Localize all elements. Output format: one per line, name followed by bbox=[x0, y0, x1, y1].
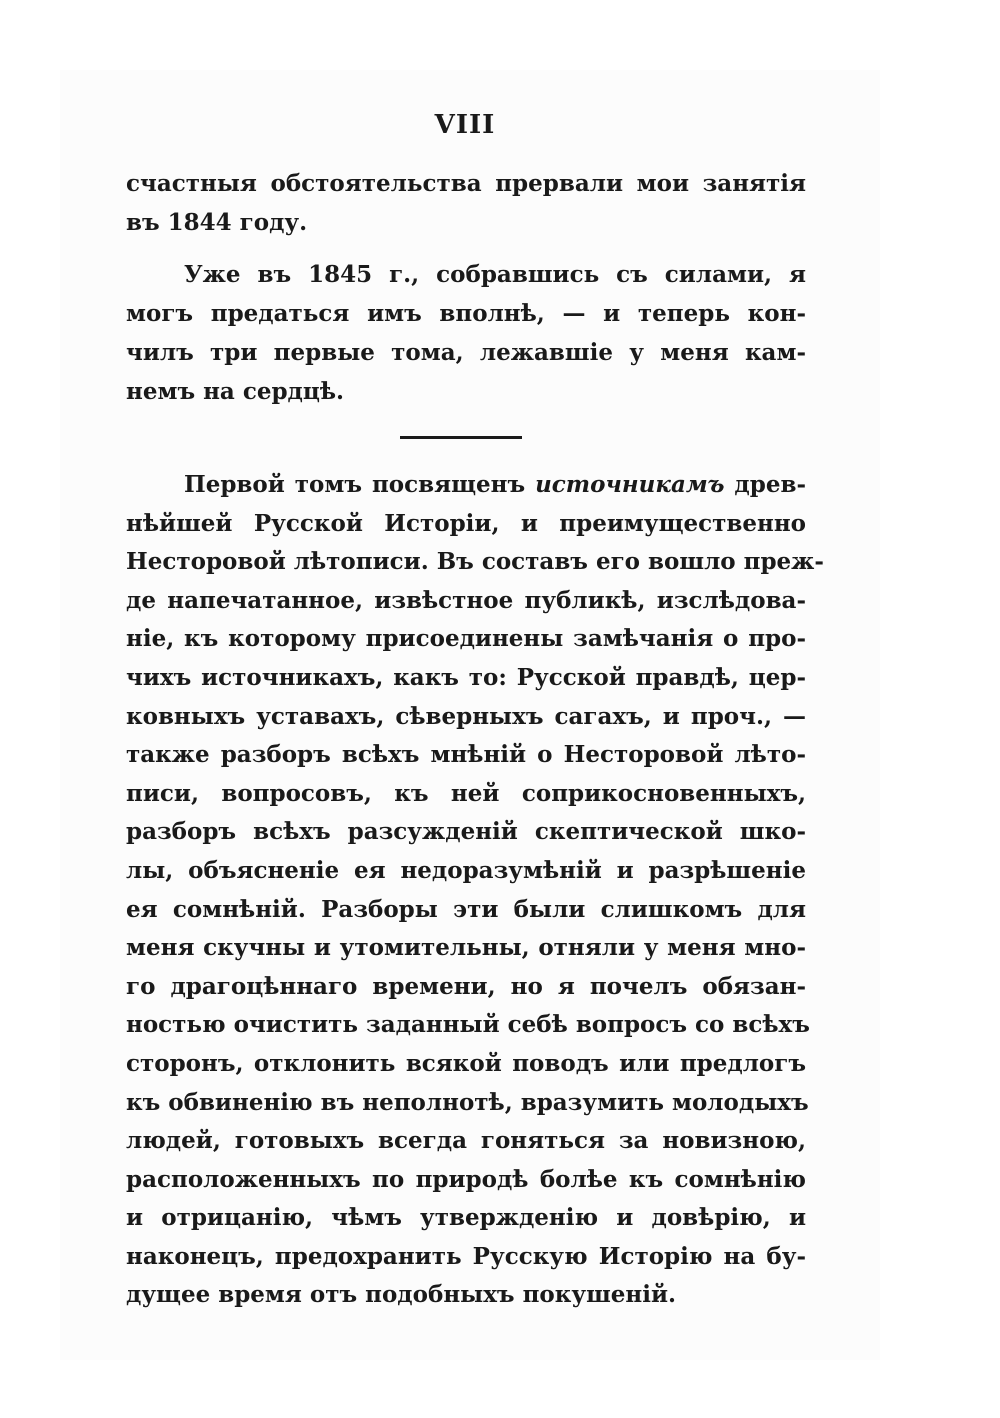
text-line-first bbox=[126, 466, 806, 505]
text-segment: Первой томъ посвященъ bbox=[184, 471, 536, 498]
text-line: людей, готовыхъ всегда гоняться за новизною, bbox=[126, 1127, 806, 1155]
italic-term: источникамъ bbox=[535, 471, 725, 498]
text-line: и отрицанію, чѣмъ утвержденію и довѣрію, и bbox=[126, 1204, 806, 1232]
text-line: чилъ три первые тома, лежавшіе у меня кам- bbox=[126, 339, 806, 366]
text-line: нѣйшей Русской Исторіи, и преимущественно bbox=[126, 509, 806, 537]
text-line: дущее время отъ подобныхъ покушеній. bbox=[126, 1281, 677, 1309]
text-line: лы, объясненіе ея недоразумѣній и разрѣшеніе bbox=[126, 856, 806, 884]
text-line: сторонъ, отклонить всякой поводъ или предлогъ bbox=[126, 1049, 806, 1077]
text-line: немъ на сердцѣ. bbox=[126, 378, 345, 405]
text-line: де напечатанное, извѣстное публикѣ, изслѣдова- bbox=[126, 586, 806, 614]
text-line: ея сомнѣній. Разборы эти были слишкомъ для bbox=[126, 895, 806, 923]
paragraph-first-volume bbox=[126, 466, 824, 1315]
text-line: счастныя обстоятельства прервали мои занятія bbox=[126, 170, 806, 197]
text-line: Несторовой лѣтописи. Въ составъ его вошло преж- bbox=[126, 548, 824, 576]
text-line: чихъ источникахъ, какъ то: Русской правдѣ, цер- bbox=[126, 663, 806, 691]
text-line: го драгоцѣннаго времени, но я почелъ обязан- bbox=[126, 972, 806, 1000]
text-line: расположенныхъ по природѣ болѣе къ сомнѣнію bbox=[126, 1165, 806, 1193]
text-line: къ обвиненію въ неполнотѣ, вразумить молодыхъ bbox=[126, 1088, 809, 1116]
text-line: ностью очистить заданный себѣ вопросъ со всѣхъ bbox=[126, 1011, 810, 1039]
text-line: могъ предаться имъ вполнѣ, — и теперь кон- bbox=[126, 300, 806, 327]
text-line: также разборъ всѣхъ мнѣній о Несторовой лѣто- bbox=[126, 741, 806, 769]
text-segment: древ- bbox=[724, 471, 806, 498]
text-line: писи, вопросовъ, къ ней соприкосновенныхъ, bbox=[126, 779, 806, 807]
text-line: ковныхъ уставахъ, сѣверныхъ сагахъ, и проч., — bbox=[126, 702, 806, 730]
paragraph-continuation bbox=[126, 164, 806, 242]
paragraph-volume-completion bbox=[126, 255, 806, 411]
text-line: наконецъ, предохранить Русскую Исторію на бу- bbox=[126, 1242, 806, 1270]
text-line: въ 1844 году. bbox=[126, 209, 308, 236]
section-divider bbox=[400, 436, 522, 439]
text-line: Уже въ 1845 г., собравшись съ силами, я bbox=[184, 261, 806, 288]
text-line: ніе, къ которому присоединены замѣчанія о про- bbox=[126, 625, 806, 653]
text-line: меня скучны и утомительны, отняли у меня мно- bbox=[126, 934, 806, 962]
page-number: VIII bbox=[434, 110, 496, 140]
text-line: разборъ всѣхъ разсужденій скептической шко- bbox=[126, 818, 806, 846]
